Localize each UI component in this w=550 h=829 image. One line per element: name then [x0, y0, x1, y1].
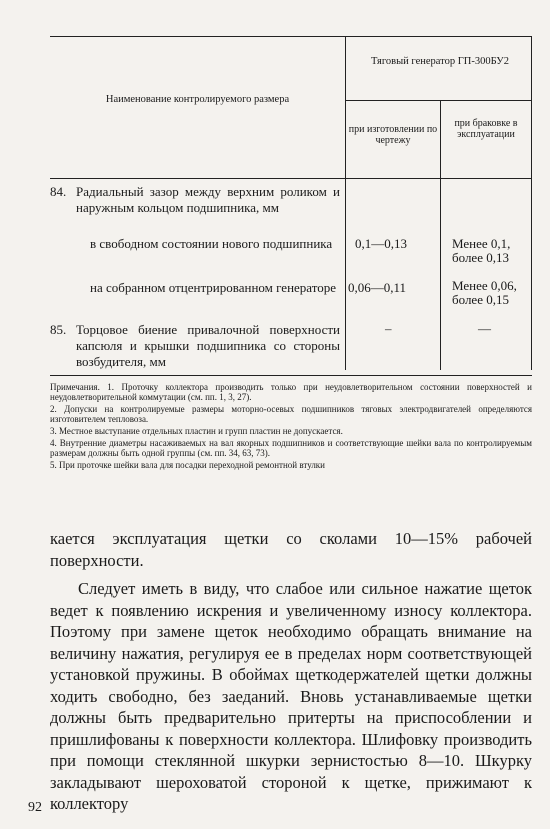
table-col-divider-2	[440, 100, 441, 370]
header-generator: Тяговый генератор ГП-300БУ2	[371, 56, 509, 67]
notes-block	[50, 382, 532, 472]
body-paragraph-2	[50, 578, 532, 815]
table-right-border	[531, 36, 532, 370]
spec-table	[50, 36, 532, 370]
table-top-rule	[50, 36, 532, 37]
row-84a-reject: Менее 0,1, более 0,13	[452, 236, 511, 265]
row-84a-text: в свободном состоянии нового подшипника	[90, 236, 333, 251]
row-84-text: Радиальный зазор между верхним роликом и наружным кольцом подшипника, мм	[76, 184, 340, 215]
row-84b-mfg: 0,06—0,11	[348, 280, 407, 295]
row-85-reject: —	[478, 321, 491, 336]
note-5: 5. При проточке шейки вала для посадки переходной ремонтной втулки	[50, 460, 325, 470]
header-sub-rule	[345, 100, 532, 101]
header-col-mfg: при изготовлении по чертежу	[348, 124, 438, 146]
note-2: 2. Допуски на контролируемые размеры моторно-осевых подшипников тяговых электродвигателей определяются изготовителем тепловоза.	[50, 404, 532, 424]
body-paragraph-1	[50, 528, 532, 571]
table-bottom-rule	[50, 375, 532, 376]
row-85-text: Торцовое биение привалочной поверхности капсюля и крышки подшипника со стороны возбудителя, мм	[76, 322, 340, 369]
paragraph-brush-pressure: Следует иметь в виду, что слабое или сильное нажатие щеток ведет к появлению искрения и увеличенному износу коллектора. Поэтому при замене щеток необходимо обращать внимание на величину нажатия, регулируя ее в пределах норм соответствующей установкой пружины. В обоймах щеткодержателей щетки должны ходить свободно, без заеданий. Вновь устанавливаемые щетки должны быть предварительно притерты на приспособлении и пришлифованы к поверхности коллектора. Шлифовку производить при помощи стеклянной шкурки зернистостью 8—10. Шкурку закладывают шероховатой стороной к щетке, прижимают к коллектору	[50, 579, 532, 813]
row-84b-reject: Менее 0,06, более 0,15	[452, 278, 517, 307]
paragraph-continued: кается эксплуатация щетки со сколами 10—15% рабочей поверхности.	[50, 529, 532, 570]
row-84a-mfg: 0,1—0,13	[355, 236, 407, 251]
header-col-reject: при браковке в эксплуатации	[454, 118, 518, 140]
page-number: 92	[28, 800, 42, 815]
row-84-number: 84.	[50, 184, 67, 199]
note-3: 3. Местное выступание отдельных пластин и групп пластин не допускается.	[50, 426, 343, 436]
table-col-divider-1	[345, 36, 346, 370]
header-name-col: Наименование контролируемого размера	[105, 94, 290, 105]
note-1: Примечания. 1. Проточку коллектора производить только при неудовлетворительном состоянии поверхностей и неудовлетворительной коммутации (см. пп. 1, 3, 27).	[50, 382, 532, 402]
note-4: 4. Внутренние диаметры насаживаемых на вал якорных подшипников и соответствующие шейки вала по контролируемым размерам должны быть одной группы (см. пп. 34, 63, 73).	[50, 438, 532, 458]
header-bottom-rule	[50, 178, 532, 179]
row-85-mfg: –	[385, 321, 392, 336]
row-85-number: 85.	[50, 322, 67, 337]
row-84b-text: на собранном отцентрированном генераторе	[90, 280, 337, 295]
